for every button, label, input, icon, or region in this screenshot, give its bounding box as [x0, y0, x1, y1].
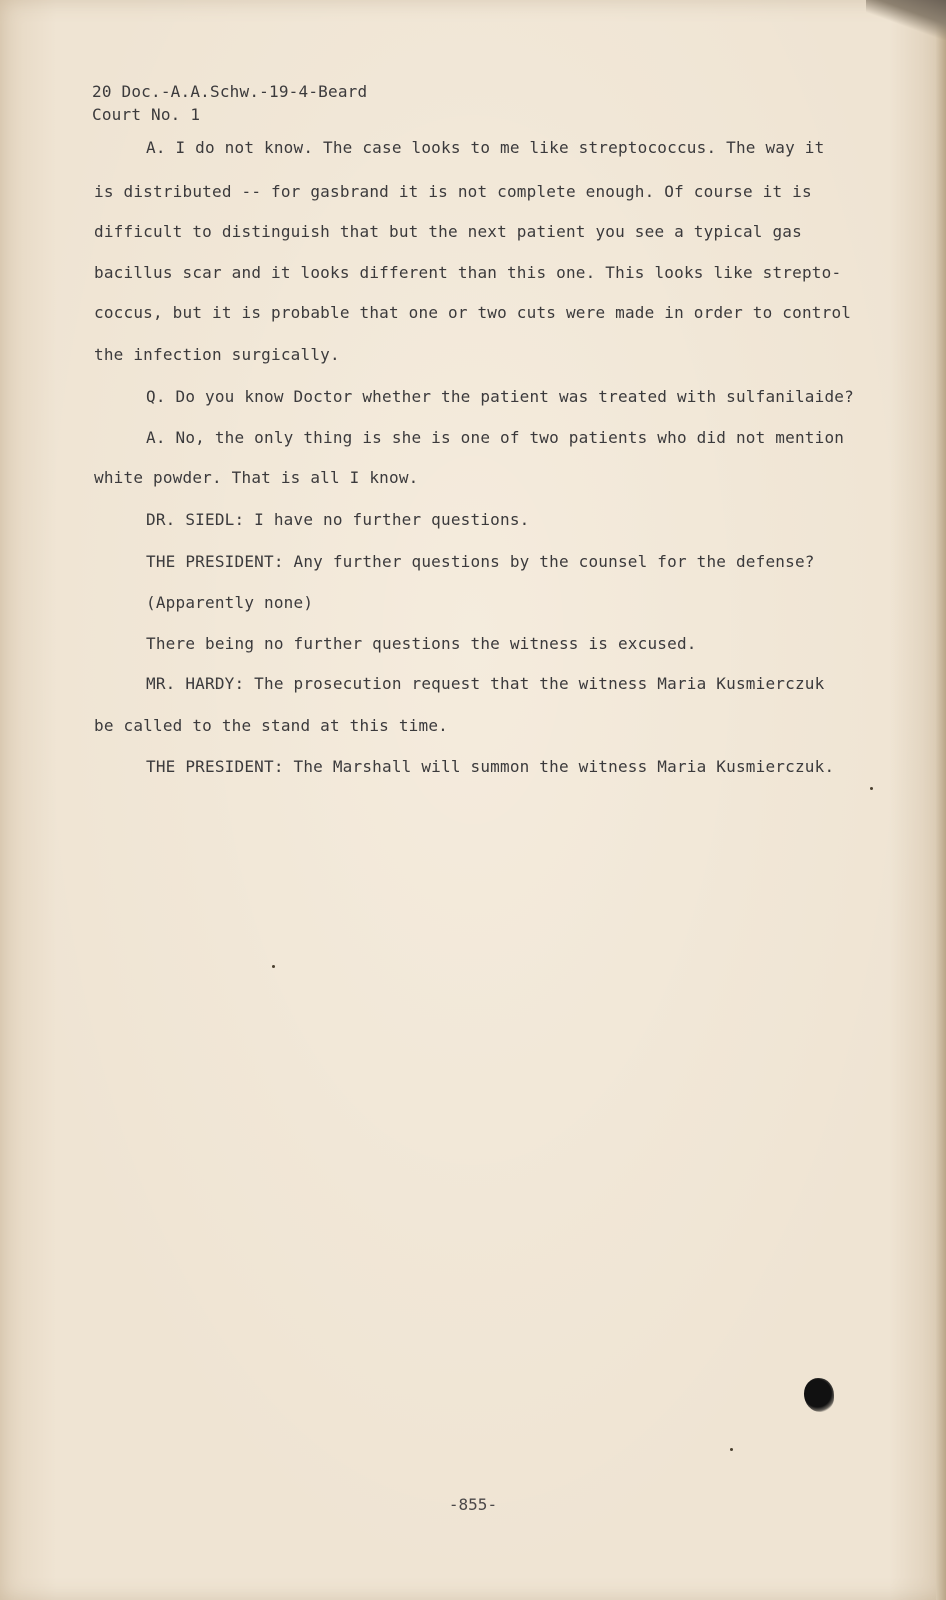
page-number: -855-	[448, 1495, 498, 1514]
body-line: the infection surgically.	[94, 345, 340, 364]
header-line-2: Court No. 1	[92, 105, 201, 124]
corner-fold	[866, 0, 946, 40]
body-line: bacillus scar and it looks different than this one. This looks like strepto-	[94, 263, 842, 282]
paper-speck	[870, 787, 873, 790]
body-line: DR. SIEDL: I have no further questions.	[146, 510, 530, 529]
body-line: THE PRESIDENT: The Marshall will summon the witness Maria Kusmierczuk.	[146, 757, 835, 776]
header-line-1: 20 Doc.-A.A.Schw.-19-4-Beard	[92, 82, 368, 101]
body-line: be called to the stand at this time.	[94, 716, 448, 735]
body-line: difficult to distinguish that but the next patient you see a typical gas	[94, 222, 802, 241]
ink-blot	[804, 1378, 834, 1412]
paper-speck	[272, 965, 275, 968]
body-line: MR. HARDY: The prosecution request that the witness Maria Kusmierczuk	[146, 674, 825, 693]
body-line: white powder. That is all I know.	[94, 468, 419, 487]
body-line: (Apparently none)	[146, 593, 314, 612]
body-line: Q. Do you know Doctor whether the patient was treated with sulfanilaide?	[146, 387, 854, 406]
body-line: A. I do not know. The case looks to me like streptococcus. The way it	[146, 138, 825, 157]
body-line: is distributed -- for gasbrand it is not complete enough. Of course it is	[94, 182, 812, 201]
body-line: There being no further questions the witness is excused.	[146, 634, 697, 653]
body-line: coccus, but it is probable that one or two cuts were made in order to control	[94, 303, 852, 322]
body-line: A. No, the only thing is she is one of two patients who did not mention	[146, 428, 845, 447]
body-line: THE PRESIDENT: Any further questions by the counsel for the defense?	[146, 552, 815, 571]
paper-speck	[730, 1448, 733, 1451]
page-edge	[936, 0, 946, 1600]
